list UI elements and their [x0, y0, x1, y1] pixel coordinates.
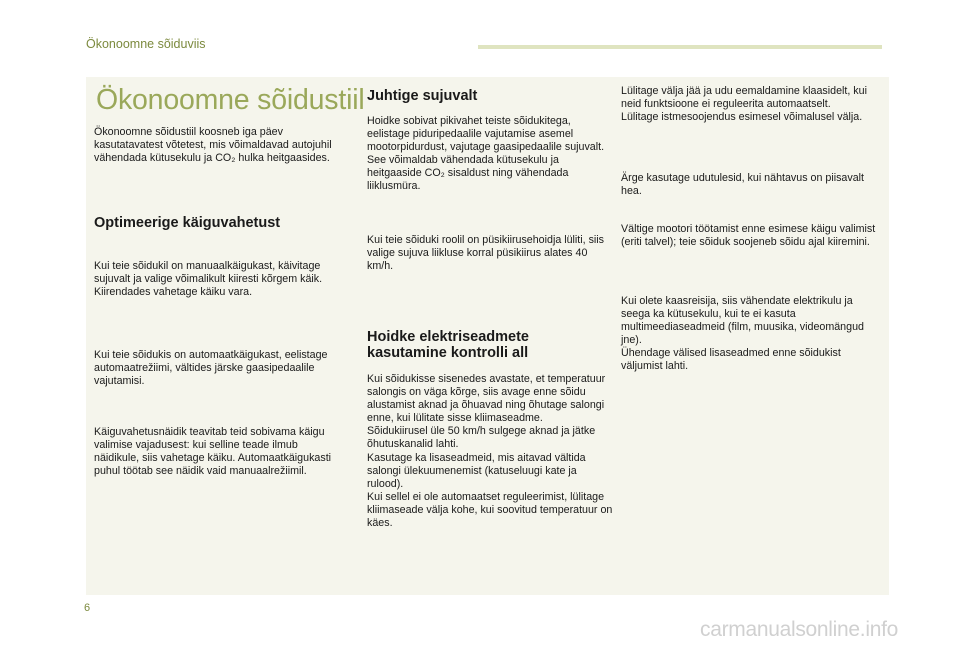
paragraph-manual-gearbox: Kui teie sõidukil on manuaalkäigukast, käivitage sujuvalt ja valige võimalikult kiiresti kõrgem käik. Kiirendades vahetage käiku vara. — [94, 260, 323, 299]
content-panel — [86, 77, 889, 595]
page-number: 6 — [84, 602, 91, 614]
heading-line-2: kasutamine kontrolli all — [367, 344, 529, 361]
paragraph-gear-indicator: Käiguvahetusnäidik teavitab teid sobivama käigu valimise vajadusest: kui selline teade ilmub näidikule, siis vahetage käiku. Automaatkäigukasti puhul töötab see näidik vaid manuaalrežiimil. — [94, 426, 332, 478]
section-heading-electrical-devices — [367, 330, 615, 361]
section-heading-gear-shift: Optimeerige käiguvahetust — [94, 215, 281, 231]
heading-line-1: Hoidke elektriseadmete — [367, 329, 529, 345]
watermark: carmanualsonline.info — [700, 618, 898, 641]
page-title: Ökonoomne sõidustiil — [96, 84, 365, 116]
paragraph-automatic-gearbox: Kui teie sõidukis on automaatkäigukast, eelistage automaatrežiimi, vältides järske gaasipedaalile vajutamisi. — [94, 349, 328, 388]
paragraph-cruise-control: Kui teie sõiduki roolil on püsikiirusehoidja lüliti, siis valige sujuva liikluse korral püsikiirus alates 40 km/h. — [367, 234, 605, 273]
running-header: Ökonoomne sõiduviis — [86, 37, 206, 51]
paragraph-multimedia: Kui olete kaasreisija, siis vähendate elektrikulu ja seega ka kütusekulu, kui te ei kasuta multimeediaseadmeid (film, muusika, videomängud jne). Ühendage välised lisaseadmed enne sõidukist väljumist lahti. — [621, 295, 864, 373]
paragraph-fog-lights: Ärge kasutage udutulesid, kui nähtavus on piisavalt hea. — [621, 172, 864, 198]
paragraph-defrost-seat-heating: Lülitage välja jää ja udu eemaldamine klaasidelt, kui neid funktsioone ei reguleerita automaatselt. Lülitage istmesoojendus esimesel võimalusel välja. — [621, 85, 867, 124]
header-rule — [478, 45, 882, 49]
paragraph-engine-warmup: Vältige mootori töötamist enne esimese käigu valimist (eriti talvel); teie sõiduk soojeneb sõidu ajal kiiremini. — [621, 223, 876, 249]
intro-paragraph: Ökonoomne sõidustiil koosneb iga päev kasutatavatest võtetest, mis võimaldavad autojuhil vähendada kütusekulu ja CO₂ hulka heitgaasides. — [94, 126, 332, 165]
section-heading-drive-smoothly: Juhtige sujuvalt — [367, 88, 478, 104]
paragraph-cabin-temperature: Kui sõidukisse sisenedes avastate, et temperatuur salongis on väga kõrge, siis avage enne sõidu alustamist aknad ja õhuavad ning õhutage salongi enne, kui lülitate sisse kliimaseadme. Sõidukiirusel üle 50 km/h sulgege aknad ja jätke õhutuskanalid lahti. Kasutage ka lisaseadmeid, mis aitavad vältida salongi ülekuumenemist (katuseluugi kate ja rulood). Kui sellel ei ole automaatset reguleerimist, lülitage kliimaseade välja kohe, kui soovitud temperatuur on käes. — [367, 373, 613, 530]
paragraph-smooth-driving: Hoidke sobivat pikivahet teiste sõidukitega, eelistage piduripedaalile vajutamise asemel mootorpidurdust, vajutage gaasipedaalile sujuvalt. See võimaldab vähendada kütusekulu ja heitgaaside CO₂ sisaldust ning vähendada liiklusmüra. — [367, 115, 605, 193]
